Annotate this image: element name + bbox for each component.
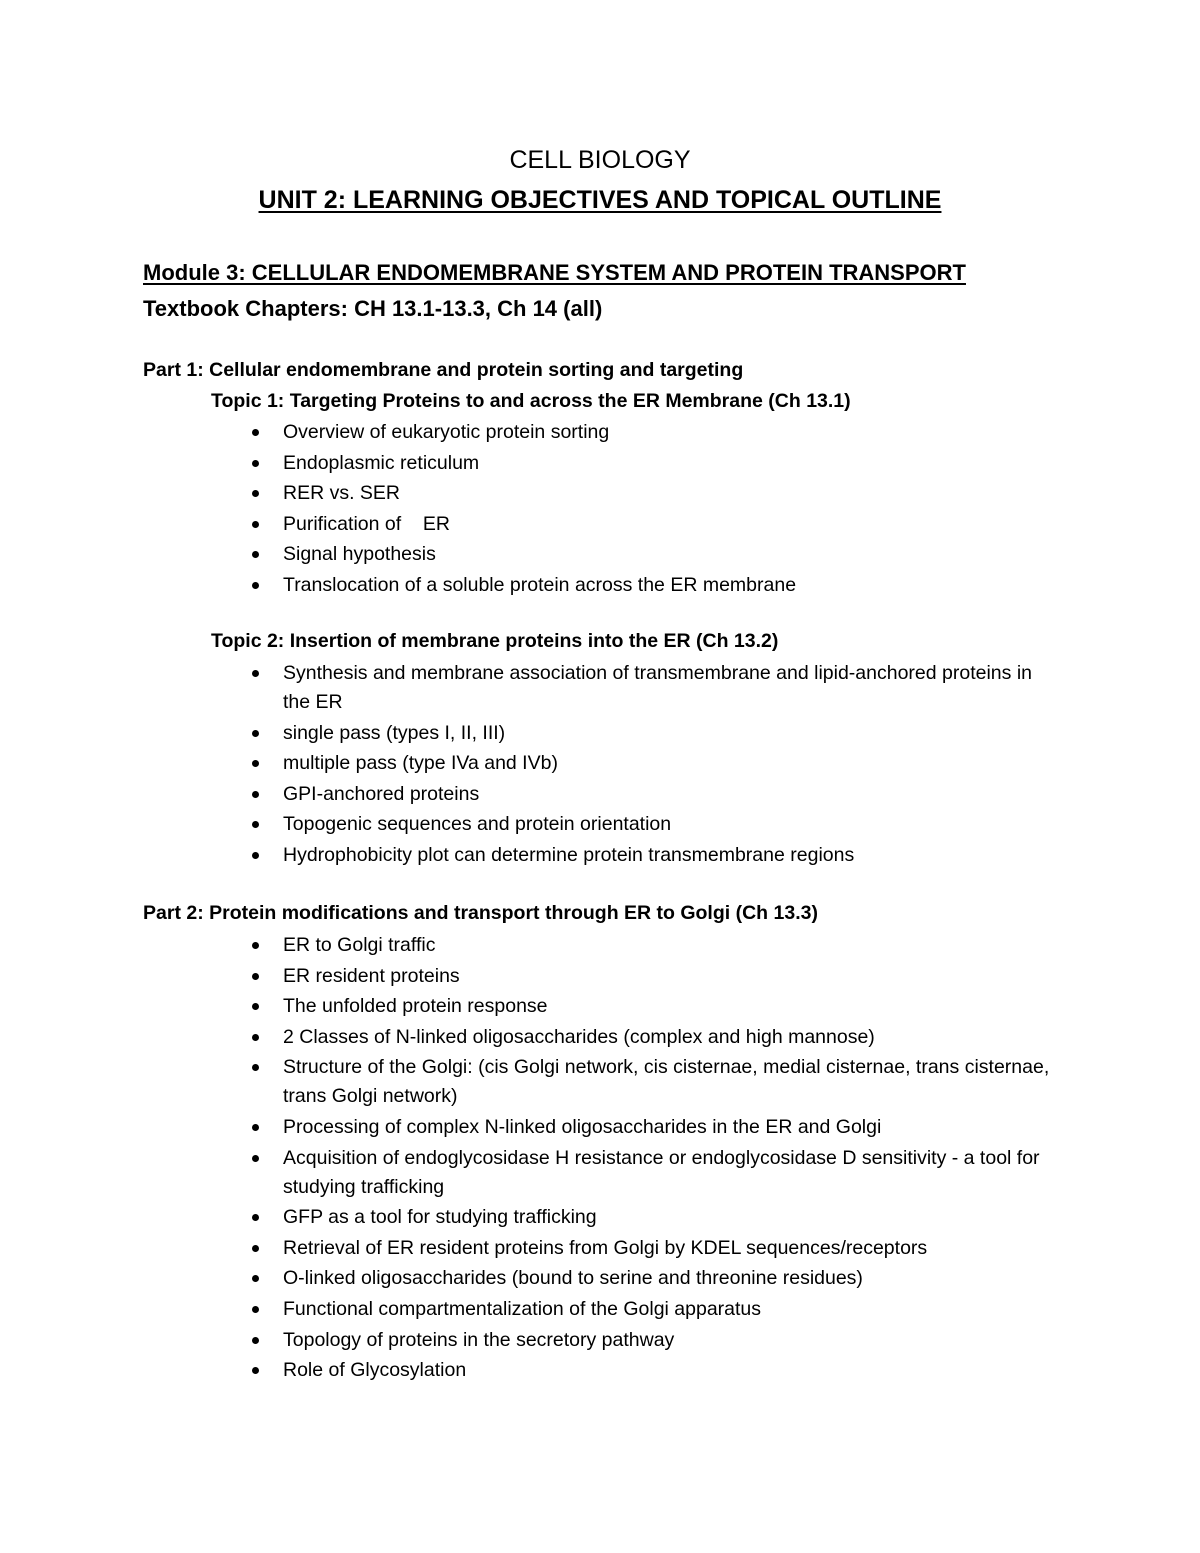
- bullet-icon: [252, 1064, 259, 1071]
- bullet-icon: [252, 730, 259, 737]
- bullet-icon: [252, 973, 259, 980]
- list-item: Topology of proteins in the secretory pathway: [250, 1326, 1050, 1355]
- list-item: O-linked oligosaccharides (bound to serine and threonine residues): [250, 1264, 1050, 1293]
- list-item: Hydrophobicity plot can determine protein transmembrane regions: [250, 841, 1050, 870]
- list-item: Synthesis and membrane association of transmembrane and lipid-anchored proteins in the ER: [250, 659, 1050, 717]
- bullet-icon: [252, 942, 259, 949]
- bullet-icon: [252, 1003, 259, 1010]
- bullet-icon: [252, 1214, 259, 1221]
- bullet-icon: [252, 670, 259, 677]
- bullet-icon: [252, 1034, 259, 1041]
- list-item: Processing of complex N-linked oligosaccharides in the ER and Golgi: [250, 1113, 1050, 1142]
- bullet-icon: [252, 791, 259, 798]
- list-item: Purification of ER: [250, 510, 1050, 539]
- document-title: CELL BIOLOGY: [509, 146, 691, 174]
- bullet-icon: [252, 852, 259, 859]
- bullet-icon: [252, 1155, 259, 1162]
- list-item: multiple pass (type IVa and IVb): [250, 749, 1050, 778]
- bullet-icon: [252, 1367, 259, 1374]
- topic1-heading: Topic 1: Targeting Proteins to and across the ER Membrane (Ch 13.1): [211, 390, 851, 412]
- bullet-icon: [252, 429, 259, 436]
- list-item: single pass (types I, II, III): [250, 719, 1050, 748]
- bullet-icon: [252, 521, 259, 528]
- bullet-icon: [252, 760, 259, 767]
- part1-heading: Part 1: Cellular endomembrane and protein sorting and targeting: [143, 359, 744, 381]
- list-item: 2 Classes of N-linked oligosaccharides (complex and high mannose): [250, 1023, 1050, 1052]
- list-item: ER resident proteins: [250, 962, 1050, 991]
- list-item: Structure of the Golgi: (cis Golgi network, cis cisternae, medial cisternae, trans cisternae, trans Golgi network): [250, 1053, 1050, 1111]
- bullet-icon: [252, 821, 259, 828]
- bullet-icon: [252, 1337, 259, 1344]
- topic2-heading: Topic 2: Insertion of membrane proteins into the ER (Ch 13.2): [211, 630, 779, 652]
- topic2-list: [250, 659, 1050, 872]
- document-subtitle: UNIT 2: LEARNING OBJECTIVES AND TOPICAL OUTLINE: [258, 186, 942, 214]
- bullet-icon: [252, 1275, 259, 1282]
- bullet-icon: [252, 460, 259, 467]
- list-item: GFP as a tool for studying trafficking: [250, 1203, 1050, 1232]
- bullet-icon: [252, 1124, 259, 1131]
- list-item: Functional compartmentalization of the Golgi apparatus: [250, 1295, 1050, 1324]
- bullet-icon: [252, 551, 259, 558]
- topic1-list: [250, 418, 1050, 602]
- textbook-chapters: Textbook Chapters: CH 13.1-13.3, Ch 14 (all): [143, 296, 603, 321]
- list-item: Role of Glycosylation: [250, 1356, 1050, 1385]
- list-item: ER to Golgi traffic: [250, 931, 1050, 960]
- part2-list: [250, 931, 1050, 1387]
- list-item: Topogenic sequences and protein orientation: [250, 810, 1050, 839]
- part2-heading: Part 2: Protein modifications and transport through ER to Golgi (Ch 13.3): [143, 902, 818, 924]
- list-item: RER vs. SER: [250, 479, 1050, 508]
- list-item: Translocation of a soluble protein across the ER membrane: [250, 571, 1050, 600]
- module-heading: Module 3: CELLULAR ENDOMEMBRANE SYSTEM AND PROTEIN TRANSPORT: [143, 260, 966, 285]
- list-item: Endoplasmic reticulum: [250, 449, 1050, 478]
- list-item: Acquisition of endoglycosidase H resistance or endoglycosidase D sensitivity - a tool for studying trafficking: [250, 1144, 1050, 1202]
- bullet-icon: [252, 1245, 259, 1252]
- bullet-icon: [252, 1306, 259, 1313]
- bullet-icon: [252, 582, 259, 589]
- list-item: GPI-anchored proteins: [250, 780, 1050, 809]
- bullet-icon: [252, 490, 259, 497]
- list-item: Overview of eukaryotic protein sorting: [250, 418, 1050, 447]
- list-item: Retrieval of ER resident proteins from Golgi by KDEL sequences/receptors: [250, 1234, 1050, 1263]
- list-item: Signal hypothesis: [250, 540, 1050, 569]
- list-item: The unfolded protein response: [250, 992, 1050, 1021]
